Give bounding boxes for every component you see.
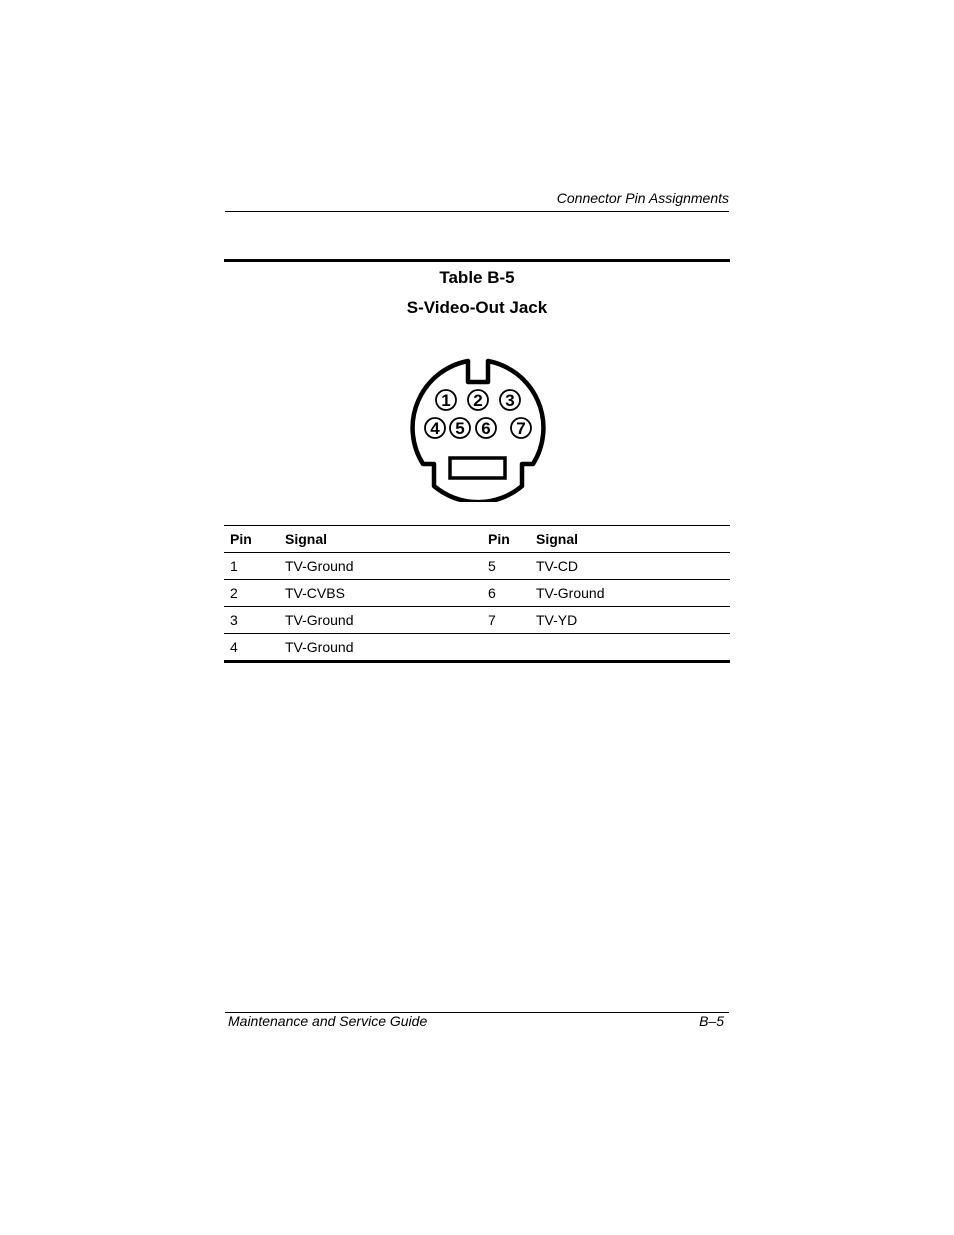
pin-1-label: 1 bbox=[441, 391, 451, 410]
table-row bbox=[224, 580, 730, 607]
pin-7-label: 7 bbox=[516, 419, 526, 438]
pin-2-label: 2 bbox=[473, 391, 483, 410]
signal-cell: TV-YD bbox=[536, 612, 578, 628]
pin-4-label: 4 bbox=[430, 419, 440, 438]
pin-cell: 3 bbox=[230, 612, 238, 628]
pin-cell bbox=[488, 634, 536, 662]
signal-cell: TV-CVBS bbox=[285, 585, 345, 601]
pin-1 bbox=[436, 390, 456, 410]
pin-cell: 4 bbox=[230, 639, 238, 655]
pin-cell: 5 bbox=[488, 558, 496, 574]
column-header-signal: Signal bbox=[536, 531, 579, 547]
pin-6-label: 6 bbox=[481, 419, 491, 438]
signal-cell: TV-CD bbox=[536, 558, 578, 574]
table-top-rule bbox=[224, 259, 730, 262]
running-header: Connector Pin Assignments bbox=[556, 190, 729, 206]
pin-3 bbox=[500, 390, 520, 410]
pin-cell: 2 bbox=[230, 585, 238, 601]
footer-guide-title: Maintenance and Service Guide bbox=[228, 1013, 428, 1029]
jack-key-slot bbox=[450, 458, 505, 478]
pin-cell: 7 bbox=[488, 612, 496, 628]
table-row bbox=[224, 553, 730, 580]
table-header-row bbox=[224, 526, 730, 553]
column-header-pin: Pin bbox=[230, 531, 252, 547]
pin-assignment-table bbox=[224, 525, 730, 663]
s-video-jack-diagram bbox=[405, 356, 551, 502]
table-title: S-Video-Out Jack bbox=[406, 298, 548, 317]
pin-5 bbox=[450, 418, 470, 438]
pin-6 bbox=[476, 418, 496, 438]
signal-cell: TV-Ground bbox=[536, 585, 605, 601]
column-header-pin: Pin bbox=[488, 531, 510, 547]
signal-cell: TV-Ground bbox=[285, 639, 354, 655]
signal-cell: TV-Ground bbox=[285, 558, 354, 574]
pin-2 bbox=[468, 390, 488, 410]
pin-cell: 6 bbox=[488, 585, 496, 601]
table-row bbox=[224, 607, 730, 634]
pin-cell: 1 bbox=[230, 558, 238, 574]
pin-5-label: 5 bbox=[455, 419, 465, 438]
page-number: B–5 bbox=[699, 1013, 724, 1029]
pin-3-label: 3 bbox=[505, 391, 515, 410]
signal-cell bbox=[536, 634, 730, 662]
table-number: Table B-5 bbox=[439, 268, 515, 287]
signal-cell: TV-Ground bbox=[285, 612, 354, 628]
header-rule bbox=[225, 211, 729, 212]
column-header-signal: Signal bbox=[285, 531, 328, 547]
table-row bbox=[224, 634, 730, 662]
pin-7 bbox=[511, 418, 531, 438]
pin-4 bbox=[425, 418, 445, 438]
